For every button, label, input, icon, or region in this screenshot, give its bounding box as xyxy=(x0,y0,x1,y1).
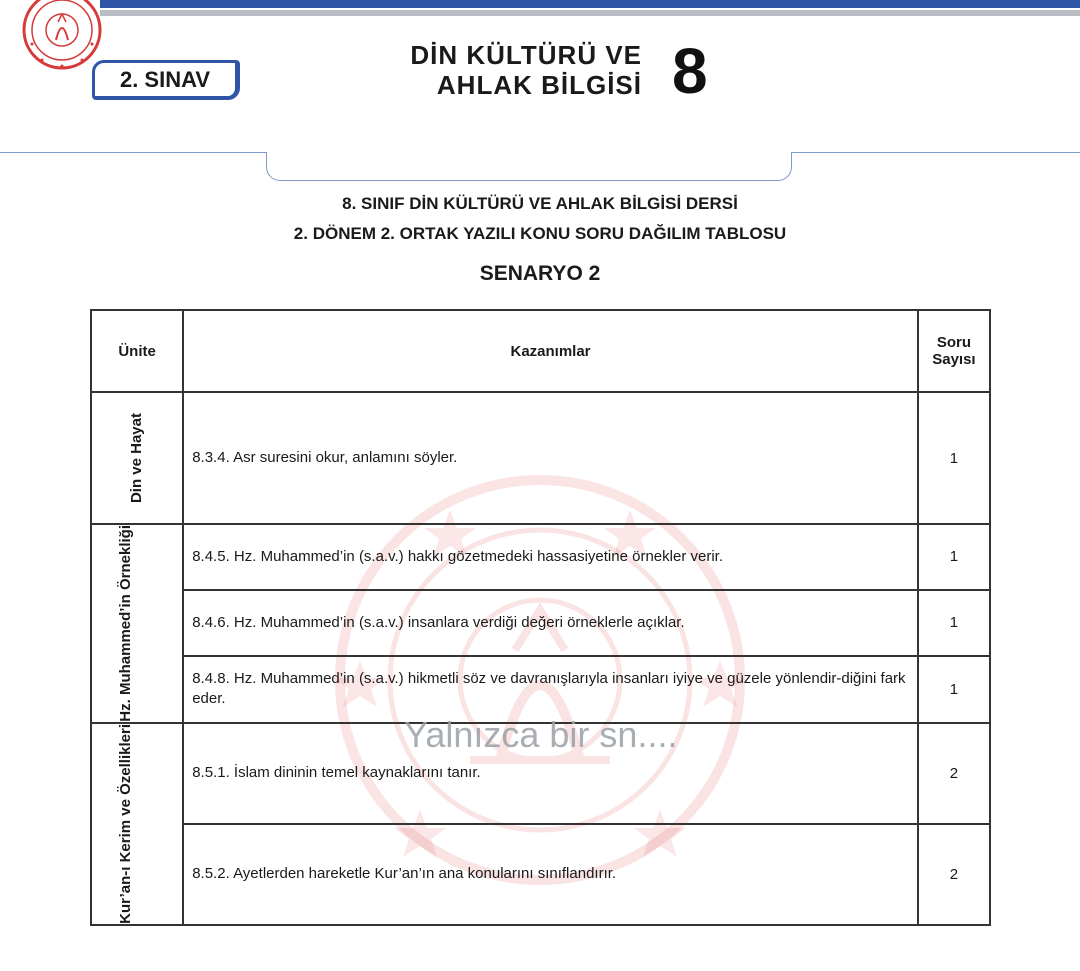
header-count xyxy=(918,310,990,392)
subject-title-line2: AHLAK BİLGİSİ xyxy=(436,70,642,100)
count-cell: 2 xyxy=(918,824,990,925)
table-row xyxy=(91,723,990,824)
question-distribution-table xyxy=(90,309,991,926)
outcome-cell: 8.3.4. Asr suresini okur, anlamını söyler. xyxy=(183,392,918,524)
top-band-blue xyxy=(100,0,1080,8)
unit-cell xyxy=(91,723,183,925)
count-cell: 1 xyxy=(918,656,990,723)
outcome-cell: 8.5.1. İslam dininin temel kaynaklarını tanır. xyxy=(183,723,918,824)
unit-name: Hz. Muhammed’in Örnekliği xyxy=(117,525,135,722)
exam-label-badge xyxy=(92,60,240,100)
header-outcomes: Kazanımlar xyxy=(183,310,918,392)
table-header-row xyxy=(91,310,990,392)
outcome-cell: 8.4.6. Hz. Muhammed’in (s.a.v.) insanlara verdiği değeri örneklerle açıklar. xyxy=(183,590,918,656)
count-cell: 1 xyxy=(918,392,990,524)
meb-seal-icon xyxy=(20,0,104,72)
header-count-line1: Soru xyxy=(936,334,971,351)
header-unit: Ünite xyxy=(91,310,183,392)
subject-title xyxy=(380,40,642,100)
exam-label: 2. SINAV xyxy=(119,66,211,92)
top-band-gray xyxy=(100,10,1080,16)
table-row xyxy=(91,392,990,524)
grade-number: 8 xyxy=(672,35,708,107)
loading-overlay-text: Yalnızca bir sn.... xyxy=(404,714,678,755)
header-tab-shape xyxy=(266,152,792,181)
scenario-heading: SENARYO 2 xyxy=(479,262,601,285)
document-title-line1: 8. SINIF DİN KÜLTÜRÜ VE AHLAK BİLGİSİ DERSİ xyxy=(342,194,738,213)
header-count-line2: Sayısı xyxy=(932,351,976,368)
count-cell: 1 xyxy=(918,524,990,590)
unit-cell xyxy=(91,524,183,723)
table-row xyxy=(91,824,990,925)
table-row xyxy=(91,656,990,723)
outcome-cell: 8.4.5. Hz. Muhammed’in (s.a.v.) hakkı gözetmedeki hassasiyetine örnekler verir. xyxy=(183,524,918,590)
count-cell: 1 xyxy=(918,590,990,656)
subject-title-line1: DİN KÜLTÜRÜ VE xyxy=(410,40,642,70)
count-cell: 2 xyxy=(918,723,990,824)
table-row xyxy=(91,590,990,656)
table-row xyxy=(91,524,990,590)
unit-name: Din ve Hayat xyxy=(128,412,146,504)
unit-cell xyxy=(91,392,183,524)
outcome-cell: 8.4.8. Hz. Muhammed’in (s.a.v.) hikmetli söz ve davranışlarıyla insanları iyiye ve güzele yönlendir-diğini fark eder. xyxy=(183,656,918,723)
unit-name: Kur’an-ı Kerim ve Özellikleri xyxy=(117,723,135,924)
document-title-line2: 2. DÖNEM 2. ORTAK YAZILI KONU SORU DAĞILIM TABLOSU xyxy=(293,224,787,243)
outcome-cell: 8.5.2. Ayetlerden hareketle Kur’an’ın ana konularını sınıflandırır. xyxy=(183,824,918,925)
